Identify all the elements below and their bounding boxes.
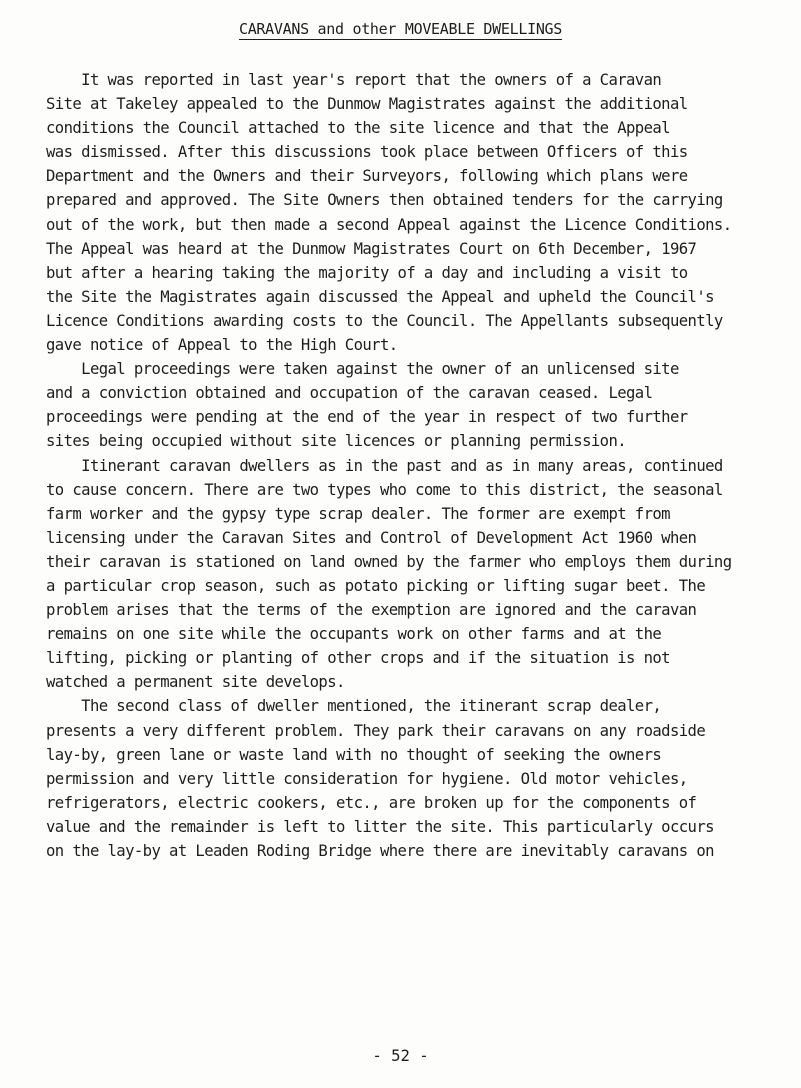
text-line: lifting, picking or planting of other crops and if the situation is not <box>46 649 670 668</box>
page-number: - 52 - <box>372 1047 429 1065</box>
text-line: sites being occupied without site licences or planning permission. <box>46 432 627 451</box>
text-line: presents a very different problem. They park their caravans on any roadside <box>46 721 706 740</box>
text-line: Site at Takeley appealed to the Dunmow Magistrates against the additional <box>46 95 688 114</box>
text-line: their caravan is stationed on land owned by the farmer who employs them during <box>46 552 732 571</box>
text-line: licensing under the Caravan Sites and Control of Development Act 1960 when <box>46 528 697 547</box>
text-line: gave notice of Appeal to the High Court. <box>46 336 398 355</box>
text-line: was dismissed. After this discussions took place between Officers of this <box>46 143 688 162</box>
text-line: Itinerant caravan dwellers as in the past and as in many areas, continued <box>46 456 723 475</box>
text-line: out of the work, but then made a second Appeal against the Licence Conditions. <box>46 215 732 234</box>
text-line: farm worker and the gypsy type scrap dealer. The former are exempt from <box>46 504 670 523</box>
section-heading <box>0 20 801 38</box>
body-text <box>46 68 761 863</box>
text-line: Legal proceedings were taken against the owner of an unlicensed site <box>46 360 679 379</box>
text-line: on the lay-by at Leaden Roding Bridge where there are inevitably caravans on <box>46 842 714 860</box>
text-line: Licence Conditions awarding costs to the Council. The Appellants subsequently <box>46 311 723 330</box>
text-line: The second class of dweller mentioned, the itinerant scrap dealer, <box>46 697 662 716</box>
section-heading-text: CARAVANS and other MOVEABLE DWELLINGS <box>238 20 563 38</box>
text-line: remains on one site while the occupants work on other farms and at the <box>46 625 662 644</box>
text-line: watched a permanent site develops. <box>46 673 345 692</box>
text-line: the Site the Magistrates again discussed the Appeal and upheld the Council's <box>46 287 714 306</box>
text-line: prepared and approved. The Site Owners then obtained tenders for the carrying <box>46 191 723 210</box>
text-line: conditions the Council attached to the site licence and that the Appeal <box>46 119 670 138</box>
text-line: lay-by, green lane or waste land with no thought of seeking the owners <box>46 745 662 764</box>
text-line: It was reported in last year's report that the owners of a Caravan <box>46 71 662 89</box>
text-line: but after a hearing taking the majority of a day and including a visit to <box>46 263 688 282</box>
text-line: permission and very little consideration for hygiene. Old motor vehicles, <box>46 769 688 788</box>
text-line: and a conviction obtained and occupation of the caravan ceased. Legal <box>46 384 653 403</box>
text-line: refrigerators, electric cookers, etc., are broken up for the components of <box>46 793 697 812</box>
text-line: a particular crop season, such as potato picking or lifting sugar beet. The <box>46 576 706 595</box>
text-line: value and the remainder is left to litter the site. This particularly occurs <box>46 817 714 836</box>
text-line: problem arises that the terms of the exemption are ignored and the caravan <box>46 601 697 620</box>
text-line: Department and the Owners and their Surveyors, following which plans were <box>46 167 688 186</box>
text-line: proceedings were pending at the end of the year in respect of two further <box>46 408 688 427</box>
text-line: to cause concern. There are two types who come to this district, the seasonal <box>46 480 723 499</box>
text-line: The Appeal was heard at the Dunmow Magistrates Court on 6th December, 1967 <box>46 239 697 258</box>
